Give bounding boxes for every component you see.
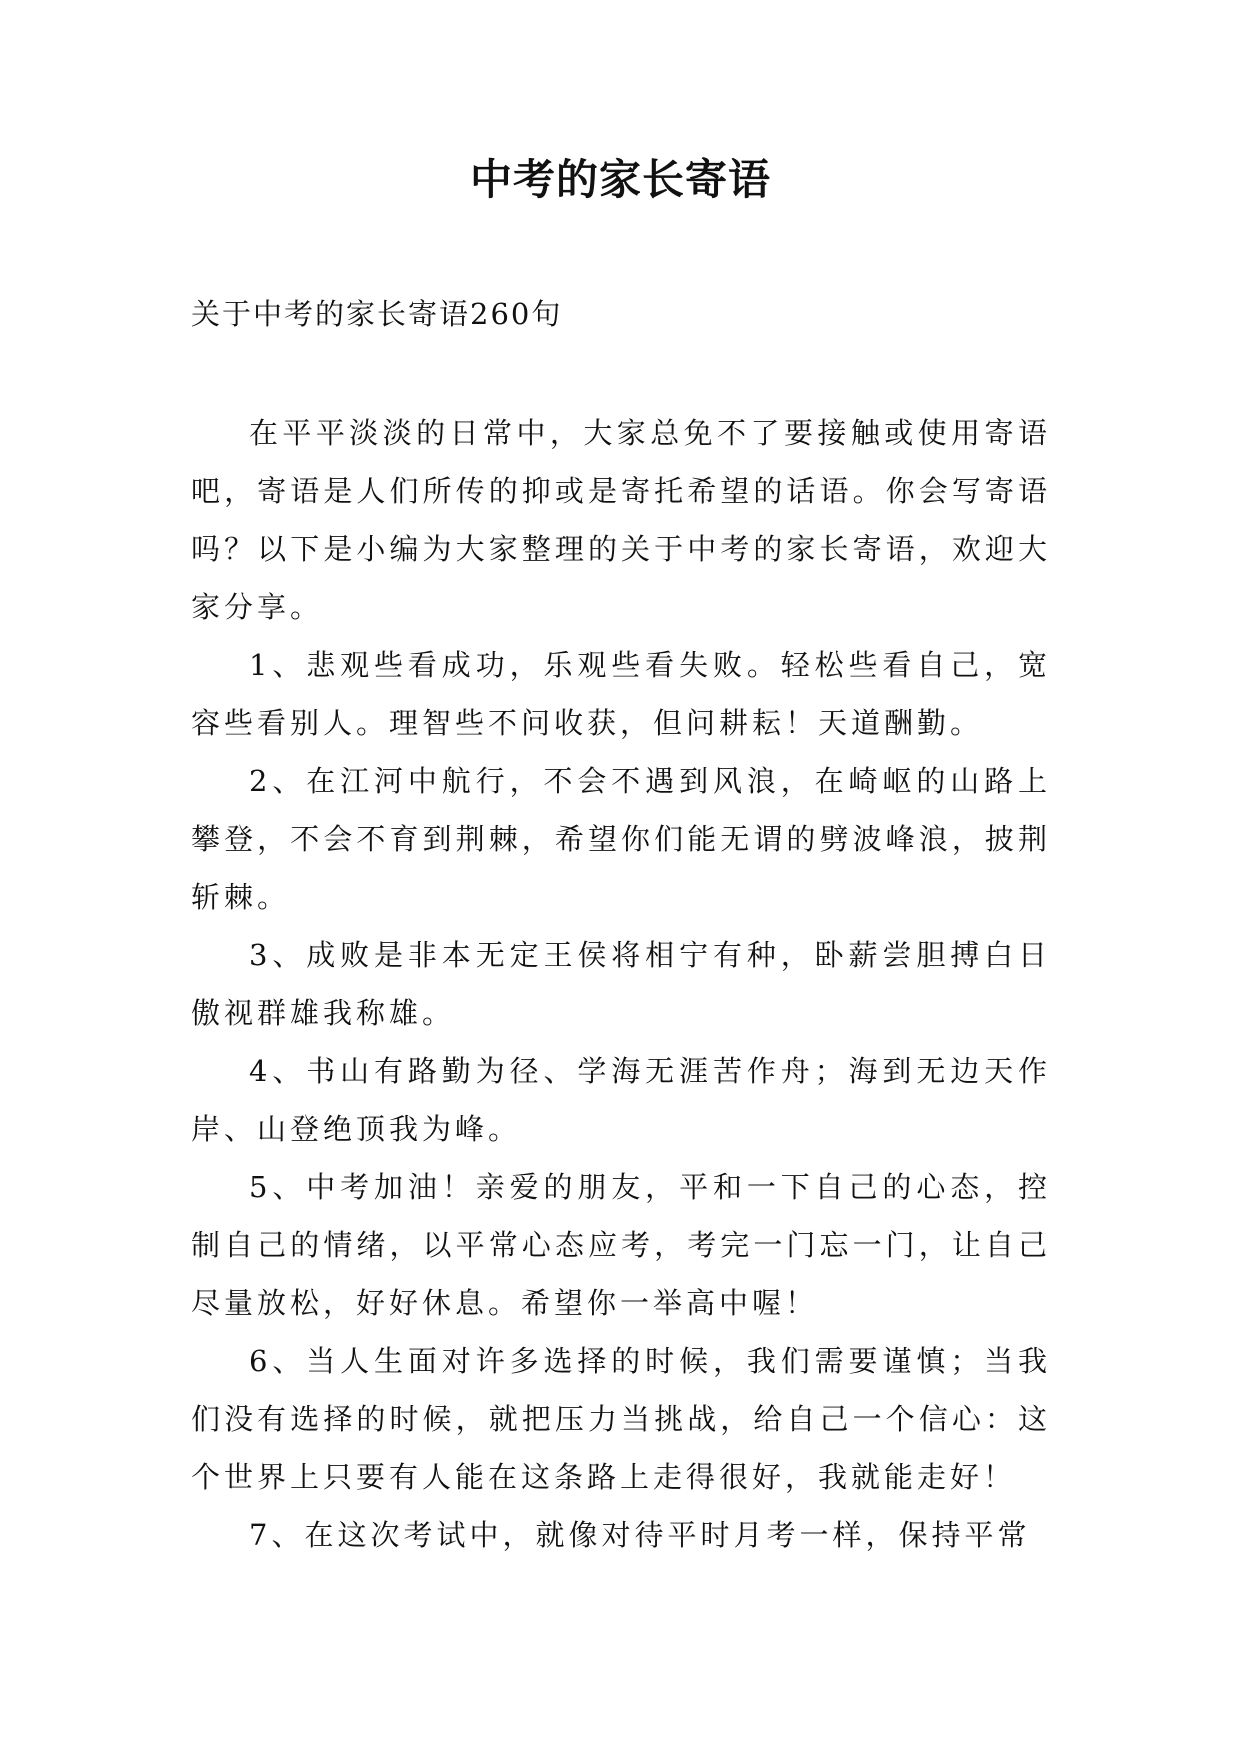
message-paragraph-5: 5、中考加油！亲爱的朋友，平和一下自己的心态，控制自己的情绪，以平常心态应考，考完一门忘一门，让自己尽量放松，好好休息。希望你一举高中喔！ xyxy=(191,1170,1051,1320)
page-title: 中考的家长寄语 xyxy=(469,155,771,204)
message-paragraph-2: 2、在江河中航行，不会不遇到风浪，在崎岖的山路上攀登，不会不育到荆棘，希望你们能无谓的劈波峰浪，披荆斩棘。 xyxy=(191,764,1051,914)
document-subtitle: 关于中考的家长寄语260句 xyxy=(191,297,563,331)
message-paragraph-1: 1、悲观些看成功，乐观些看失败。轻松些看自己，宽容些看别人。理智些不问收获，但问耕耘！天道酬勤。 xyxy=(191,648,1051,740)
document-body xyxy=(191,404,1051,1564)
message-paragraph-3: 3、成败是非本无定王侯将相宁有种，卧薪尝胆搏白日傲视群雄我称雄。 xyxy=(191,938,1051,1030)
message-paragraph-4: 4、书山有路勤为径、学海无涯苦作舟；海到无边天作岸、山登绝顶我为峰。 xyxy=(191,1054,1051,1146)
message-paragraph-7: 7、在这次考试中，就像对待平时月考一样，保持平常 xyxy=(249,1518,1031,1552)
message-paragraph-6: 6、当人生面对许多选择的时候，我们需要谨慎；当我们没有选择的时候，就把压力当挑战，给自己一个信心：这个世界上只要有人能在这条路上走得很好，我就能走好！ xyxy=(191,1344,1051,1494)
intro-paragraph: 在平平淡淡的日常中，大家总免不了要接触或使用寄语吧，寄语是人们所传的抑或是寄托希望的话语。你会写寄语吗？以下是小编为大家整理的关于中考的家长寄语，欢迎大家分享。 xyxy=(191,416,1051,624)
